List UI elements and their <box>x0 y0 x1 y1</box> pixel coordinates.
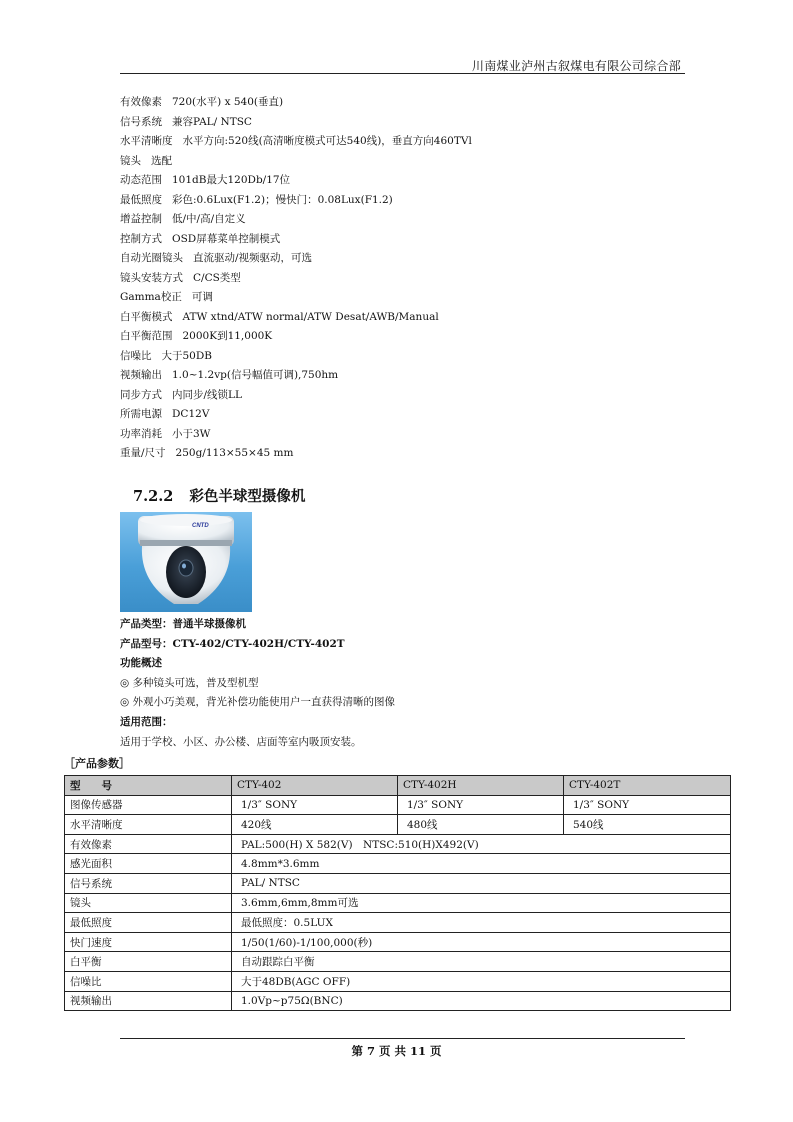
spec-value: 彩色:0.6Lux(F1.2)；慢快门：0.08Lux(F1.2) <box>172 193 393 206</box>
cell-value: 最低照度：0.5LUX <box>232 913 731 933</box>
spec-label: 增益控制 <box>120 213 162 225</box>
row-label: 有效像素 <box>65 834 232 854</box>
cell-value: 420线 <box>232 815 398 835</box>
spec-line <box>120 386 472 406</box>
spec-value: 可调 <box>191 291 213 303</box>
cell-value: 1/3″ SONY <box>398 795 564 815</box>
spec-label: 同步方式 <box>120 388 162 401</box>
spec-label: 镜头安装方式 <box>120 271 183 284</box>
spec-label: 重量/尺寸 <box>120 447 166 459</box>
scope-text: 适用于学校、小区、办公楼、店面等室内吸顶安装。 <box>120 735 362 748</box>
spec-label: 信噪比 <box>120 349 152 362</box>
spec-value: 250g/113×55×45 mm <box>175 447 294 459</box>
spec-value: 兼容PAL/ NTSC <box>172 115 252 128</box>
cell-value: 1.0Vp~p75Ω(BNC) <box>232 991 731 1011</box>
table-row <box>65 815 731 835</box>
footer-divider <box>120 1038 685 1039</box>
spec-value: 1.0~1.2vp(信号幅值可调),750hm <box>172 369 339 381</box>
row-label: 图像传感器 <box>65 795 232 815</box>
spec-value: 内同步/线锁LL <box>172 388 242 401</box>
table-row <box>65 991 731 1011</box>
brand-logo-text: CNTD <box>192 523 209 529</box>
spec-line <box>120 152 472 172</box>
section-title: 彩色半球型摄像机 <box>189 488 306 505</box>
spec-line <box>120 93 472 113</box>
spec-label: 动态范围 <box>120 174 162 186</box>
features-heading: 功能概述 <box>120 657 162 670</box>
product-model: 产品型号：CTY-402/CTY-402H/CTY-402T <box>120 637 345 650</box>
spec-line <box>120 366 472 386</box>
spec-label: Gamma校正 <box>120 291 182 303</box>
spec-label: 控制方式 <box>120 232 162 245</box>
spec-value: 小于3W <box>172 427 211 440</box>
table-row <box>65 952 731 972</box>
header-cell: CTY-402 <box>232 776 398 796</box>
spec-line <box>120 444 472 464</box>
spec-label: 水平清晰度 <box>120 135 173 147</box>
row-label: 白平衡 <box>65 952 232 972</box>
table-row <box>65 854 731 874</box>
table-row <box>65 795 731 815</box>
feature-item: ◎ 多种镜头可选，普及型机型 <box>120 676 259 689</box>
cell-value: 540线 <box>564 815 731 835</box>
spec-line <box>120 288 472 308</box>
table-header-row <box>65 776 731 796</box>
table-row <box>65 873 731 893</box>
header-cell: CTY-402T <box>564 776 731 796</box>
spec-label: 白平衡模式 <box>120 310 173 323</box>
cell-value: PAL/ NTSC <box>232 873 731 893</box>
row-label: 信噪比 <box>65 971 232 991</box>
spec-line <box>120 308 472 328</box>
spec-list <box>120 93 472 464</box>
spec-value: C/CS类型 <box>193 271 241 284</box>
header-cell: CTY-402H <box>398 776 564 796</box>
scope-heading: 适用范围： <box>120 715 173 728</box>
spec-line <box>120 113 472 133</box>
spec-value: 直流驱动/视频驱动，可选 <box>193 252 313 264</box>
table-row <box>65 893 731 913</box>
table-row <box>65 932 731 952</box>
spec-label: 白平衡范围 <box>120 330 173 342</box>
spec-line <box>120 327 472 347</box>
feature-item: ◎ 外观小巧美观，背光补偿功能使用户一直获得清晰的图像 <box>120 696 395 709</box>
row-label: 最低照度 <box>65 913 232 933</box>
spec-value: 101dB最大120Db/17位 <box>172 174 291 186</box>
spec-label: 有效像素 <box>120 96 162 108</box>
cell-value: 480线 <box>398 815 564 835</box>
row-label: 信号系统 <box>65 873 232 893</box>
header-company: 川南煤业泸州古叙煤电有限公司综合部 <box>471 59 681 73</box>
header-divider <box>120 73 685 74</box>
product-info <box>120 615 395 752</box>
spec-value: 大于50DB <box>161 349 212 362</box>
table-row <box>65 971 731 991</box>
spec-label: 镜头 <box>120 154 141 167</box>
cell-value: 1/3″ SONY <box>232 795 398 815</box>
params-table <box>64 775 731 1011</box>
spec-value: ATW xtnd/ATW normal/ATW Desat/AWB/Manual <box>182 310 439 323</box>
dome-camera-photo <box>120 512 252 612</box>
row-label: 快门速度 <box>65 932 232 952</box>
spec-line <box>120 132 472 152</box>
spec-line <box>120 191 472 211</box>
cell-value: 1/50(1/60)-1/100,000(秒) <box>232 932 731 952</box>
cell-value: 3.6mm,6mm,8mm可选 <box>232 893 731 913</box>
row-label: 镜头 <box>65 893 232 913</box>
table-row <box>65 913 731 933</box>
spec-label: 所需电源 <box>120 408 162 420</box>
cell-value: 大于48DB(AGC OFF) <box>232 971 731 991</box>
cell-value: PAL:500(H) X 582(V) NTSC:510(H)X492(V) <box>232 834 731 854</box>
spec-line <box>120 249 472 269</box>
spec-value: 2000K到11,000K <box>182 330 273 342</box>
spec-value: 720(水平) x 540(垂直) <box>172 96 284 108</box>
spec-line <box>120 210 472 230</box>
cell-value: 4.8mm*3.6mm <box>232 854 731 874</box>
spec-value: OSD屏幕菜单控制模式 <box>172 232 281 245</box>
spec-line <box>120 347 472 367</box>
spec-label: 信号系统 <box>120 115 162 128</box>
spec-line <box>120 230 472 250</box>
spec-value: DC12V <box>172 408 210 420</box>
cell-value: 自动跟踪白平衡 <box>232 952 731 972</box>
section-number: 7.2.2 <box>133 488 174 505</box>
spec-value: 选配 <box>151 154 172 167</box>
header-cell: 型 号 <box>65 776 232 796</box>
params-title: ［产品参数］ <box>64 757 130 770</box>
spec-line <box>120 425 472 445</box>
table-row <box>65 834 731 854</box>
spec-label: 视频输出 <box>120 369 162 381</box>
section-heading <box>133 485 305 506</box>
row-label: 感光面积 <box>65 854 232 874</box>
product-type: 产品类型：普通半球摄像机 <box>120 618 246 630</box>
spec-label: 自动光圈镜头 <box>120 252 183 264</box>
spec-value: 低/中/高/自定义 <box>172 213 246 225</box>
spec-label: 功率消耗 <box>120 427 162 440</box>
spec-label: 最低照度 <box>120 193 162 206</box>
spec-line <box>120 269 472 289</box>
cell-value: 1/3″ SONY <box>564 795 731 815</box>
spec-line <box>120 171 472 191</box>
page-number: 第 7 页 共 11 页 <box>351 1044 442 1058</box>
dome-camera-illustration <box>120 512 252 612</box>
spec-value: 水平方向:520线(高清晰度模式可达540线)，垂直方向460TVl <box>182 135 472 147</box>
row-label: 视频输出 <box>65 991 232 1011</box>
row-label: 水平清晰度 <box>65 815 232 835</box>
spec-line <box>120 405 472 425</box>
